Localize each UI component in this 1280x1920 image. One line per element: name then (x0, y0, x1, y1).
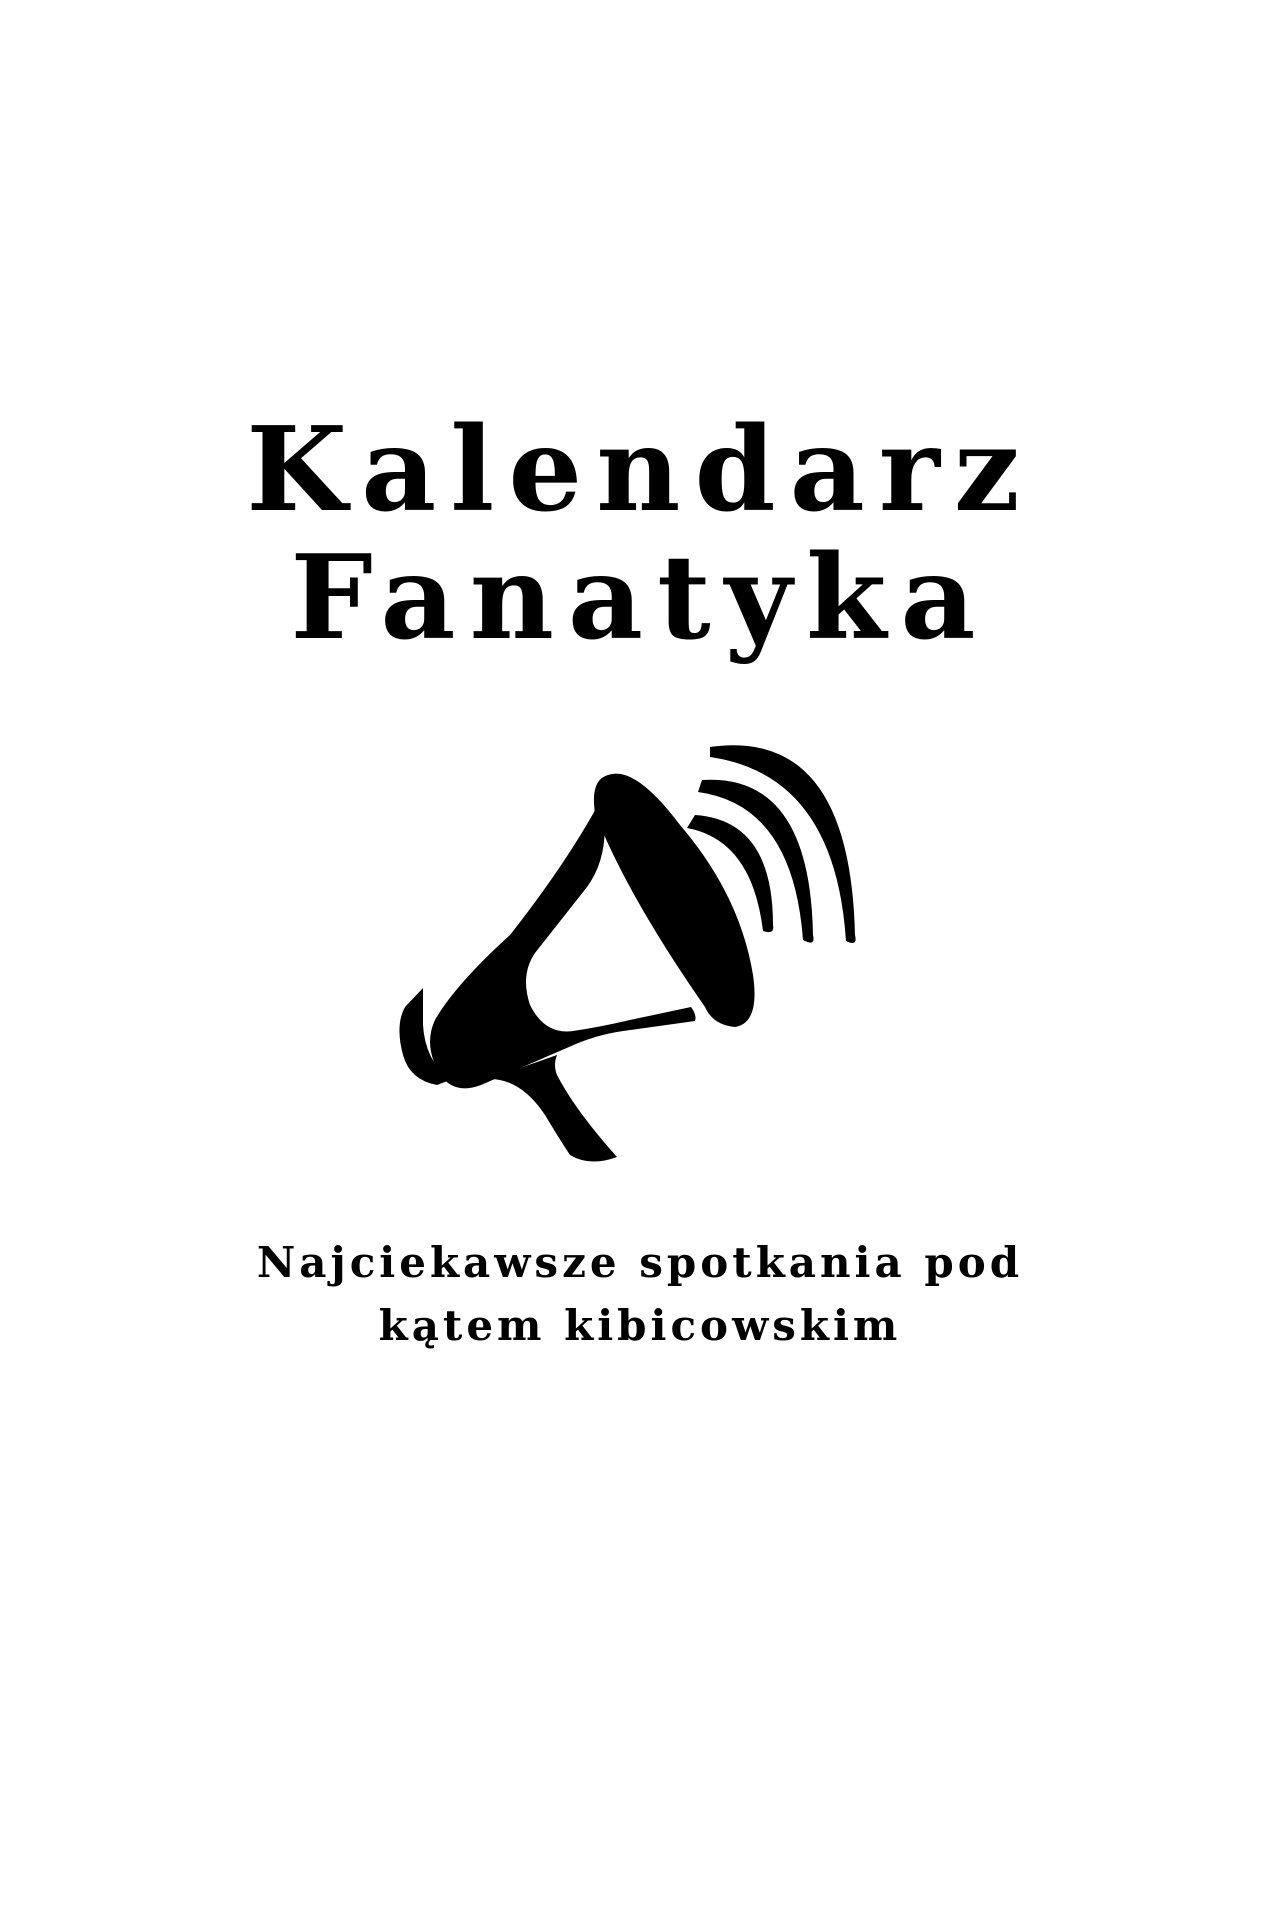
title-line-2: Fanatyka (290, 530, 990, 666)
subtitle-line-1: Najciekawsze spotkania pod (256, 1238, 1024, 1287)
megaphone-icon (395, 735, 875, 1175)
title-line-1: Kalendarz (246, 402, 1034, 538)
subtitle-line-2: kątem kibicowskim (378, 1301, 902, 1350)
